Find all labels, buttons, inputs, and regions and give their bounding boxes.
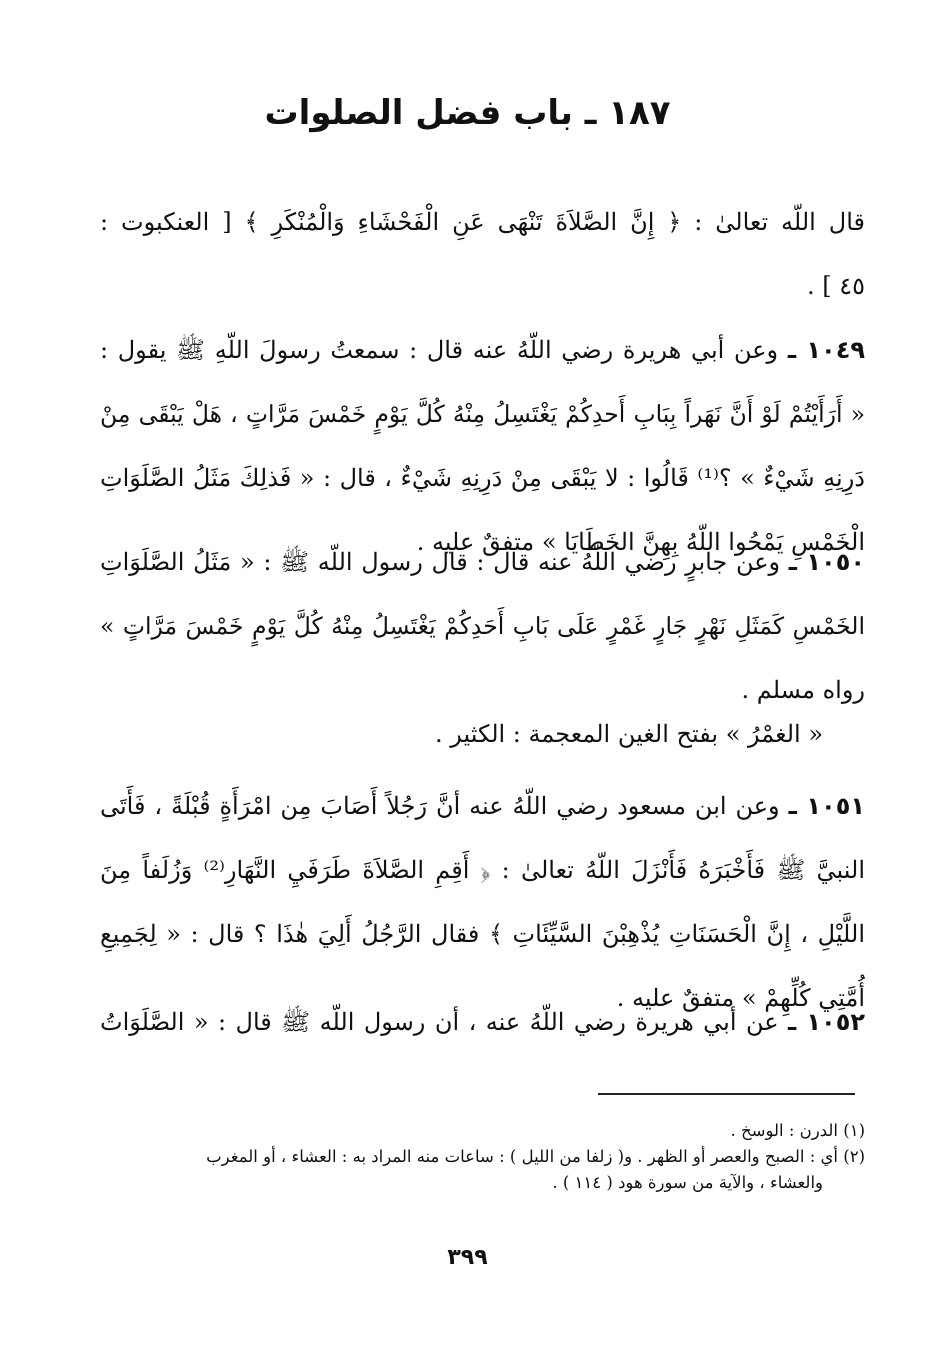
gloss-line: « الغمْرُ » بفتح الغين المعجمة : الكثير . xyxy=(434,720,823,748)
intro-paragraph xyxy=(100,190,865,318)
gloss-paragraph xyxy=(100,702,865,766)
hadith-line: دَرِنِهِ شَيْءٌ » ؟⁽¹⁾ قَالُوا : لا يَبْقَى مِنْ دَرِنِهِ شَيْءٌ ، قال : « فَذلِكَ مَثَلُ الصَّلَوَاتِ xyxy=(100,464,865,492)
hadith-text: عن أبي هريرة رضي اللّهُ عنه ، أن رسول اللّه ﷺ قال : « الصَّلَوَاتُ xyxy=(100,1008,779,1036)
hadith-line: الخَمْسِ كَمَثَلِ نَهْرٍ جَارٍ غَمْرٍ عَلَى بَابِ أَحَدِكُمْ يَغْتَسِلُ مِنْهُ كُلَّ يَوْمٍ خَمْسَ مَرَّاتٍ » xyxy=(100,612,865,640)
hadith-1052 xyxy=(100,990,865,1054)
hadith-number: ١٠٥١ ـ xyxy=(788,792,865,820)
footnote-divider xyxy=(598,1093,855,1095)
hadith-line xyxy=(100,774,865,838)
footnote-1: (١) الدرن : الوسخ . xyxy=(730,1121,865,1140)
hadith-number: ١٠٥٢ ـ xyxy=(788,1008,865,1036)
hadith-line: « أَرَأَيْتُمْ لَوْ أَنَّ نَهَراً بِبَابِ أَحدِكُمْ يَغْتَسِلُ مِنْهُ كُلَّ يَوْمٍ خَمْسَ مَرَّاتٍ ، هَلْ يَبْقَى مِنْ xyxy=(100,400,865,428)
hadith-number: ١٠٤٩ ـ xyxy=(787,336,865,364)
hadith-number: ١٠٥٠ ـ xyxy=(788,548,865,576)
hadith-text: وعن جابرٍ رضي اللّهُ عنه قال : قال رسول اللّه ﷺ : « مَثَلُ الصَّلَوَاتِ xyxy=(100,548,781,576)
footnote-2-continuation: والعشاء ، والآية من سورة هود ( ١١٤ ) . xyxy=(552,1173,823,1192)
hadith-line xyxy=(100,530,865,594)
chapter-title: ١٨٧ ـ باب فضل الصلوات xyxy=(264,93,671,133)
hadith-line: اللَّيْلِ ، إِنَّ الْحَسَنَاتِ يُذْهِبْنَ السَّيِّئَاتِ ﴾ فقال الرَّجُلُ أَلِيَ هٰذَا ؟ قال : « لِجَمِيعِ xyxy=(100,920,865,948)
page-number: ٣٩٩ xyxy=(447,1245,488,1270)
hadith-line xyxy=(100,318,865,382)
hadith-1050 xyxy=(100,530,865,722)
hadith-line: رواه مسلم . xyxy=(741,676,865,704)
intro-line: ٤٥ ] . xyxy=(806,272,865,300)
hadith-line: النبيَّ ﷺ فَأَخْبَرَهُ فَأَنْزَلَ اللّهُ تعالىٰ : ﴿ أَقِمِ الصَّلاَةَ طَرَفَيِ النَّهَارِ⁽²⁾ وَزُلَفاً مِنَ xyxy=(100,856,865,884)
hadith-line: الْخَمْسِ يَمْحُوا اللّهُ بِهِنَّ الخَطَايَا » متفقٌ عليه . xyxy=(416,528,865,556)
hadith-line: أُمَّتِي كُلِّهِمْ » متفقٌ عليه . xyxy=(616,984,865,1012)
footnotes xyxy=(100,1118,865,1196)
hadith-text: وعن أبي هريرة رضي اللّهُ عنه قال : سمعتُ رسولَ اللّهِ ﷺ يقول : xyxy=(100,336,779,364)
hadith-text: وعن ابن مسعود رضي اللّهُ عنه أنَّ رَجُلاً أَصَابَ مِن امْرَأَةٍ قُبْلَةً ، فَأَتَى xyxy=(100,792,780,820)
footnote-2: (٢) أي : الصبح والعصر أو الظهر . و( زلفا من الليل ) : ساعات منه المراد به : العشاء ، أو المغرب xyxy=(206,1147,865,1166)
intro-line: قال اللّه تعالىٰ : ﴿ إِنَّ الصَّلاَةَ تَنْهَى عَنِ الْفَحْشَاءِ وَالْمُنْكَرِ ﴾ [ العنكبوت : xyxy=(100,208,865,236)
hadith-line xyxy=(100,990,865,1054)
